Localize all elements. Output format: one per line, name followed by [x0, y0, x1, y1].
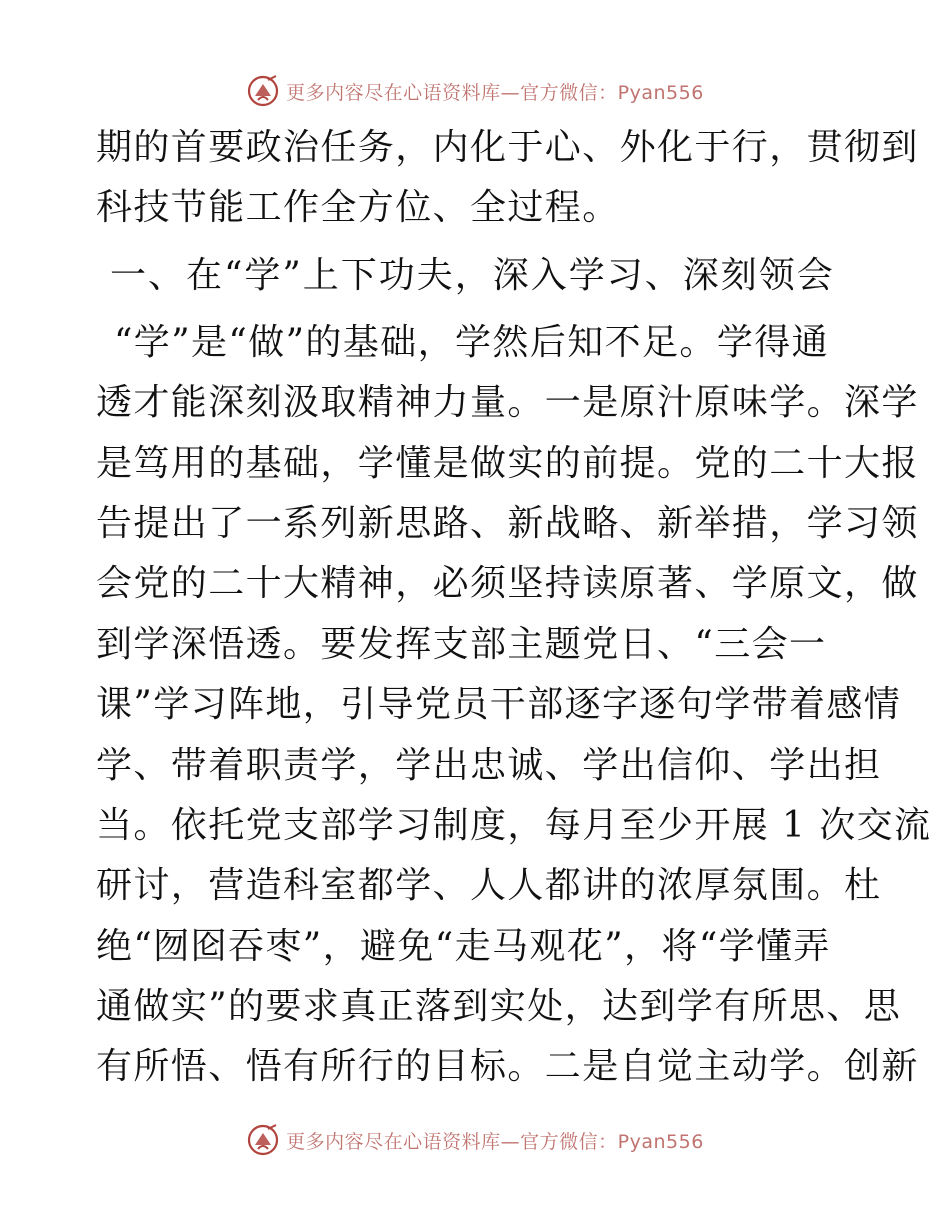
header-watermark — [0, 71, 950, 111]
text-line: 到学深悟透。要发挥支部主题党日、“三会一 — [96, 623, 827, 665]
text-line: 学、带着职责学，学出忠诚、学出信仰、学出担 — [96, 744, 882, 786]
text-line: 通做实”的要求真正落到实处，达到学有所思、思 — [96, 986, 902, 1028]
text-line: 当。依托党支部学习制度，每月至少开展 1 次交流 — [96, 804, 932, 846]
text-line: 透才能深刻汲取精神力量。一是原汁原味学。深学 — [96, 382, 919, 424]
text-line: 会党的二十大精神，必须坚持读原著、学原文，做 — [96, 563, 919, 605]
text-line: “学”是“做”的基础，学然后知不足。学得通 — [114, 321, 830, 363]
section-heading: 一、在“学”上下功夫，深入学习、深刻领会 — [110, 254, 835, 296]
text-line: 课”学习阵地，引导党员干部逐字逐句学带着感情 — [96, 684, 902, 726]
seal-logo-icon — [246, 1123, 280, 1157]
footer-watermark — [0, 1120, 950, 1160]
text-line: 告提出了一系列新思路、新战略、新举措，学习领 — [96, 502, 919, 544]
seal-logo-icon — [246, 74, 280, 108]
text-line: 绝“囫囵吞枣”，避免“走马观花”，将“学懂弄 — [96, 925, 831, 967]
document-body — [96, 118, 932, 1098]
text-line: 研讨，营造科室都学、人人都讲的浓厚氛围。杜 — [96, 865, 882, 907]
watermark-text: 更多内容尽在心语资料库—官方微信：Pyan556 — [286, 1130, 704, 1153]
watermark-text: 更多内容尽在心语资料库—官方微信：Pyan556 — [286, 81, 704, 104]
text-line: 科技节能工作全方位、全过程。 — [96, 187, 620, 229]
text-line: 期的首要政治任务，内化于心、外化于行，贯彻到 — [96, 127, 919, 168]
text-line: 有所悟、悟有所行的目标。二是自觉主动学。创新 — [96, 1046, 919, 1088]
text-line: 是笃用的基础，学懂是做实的前提。党的二十大报 — [96, 442, 919, 484]
